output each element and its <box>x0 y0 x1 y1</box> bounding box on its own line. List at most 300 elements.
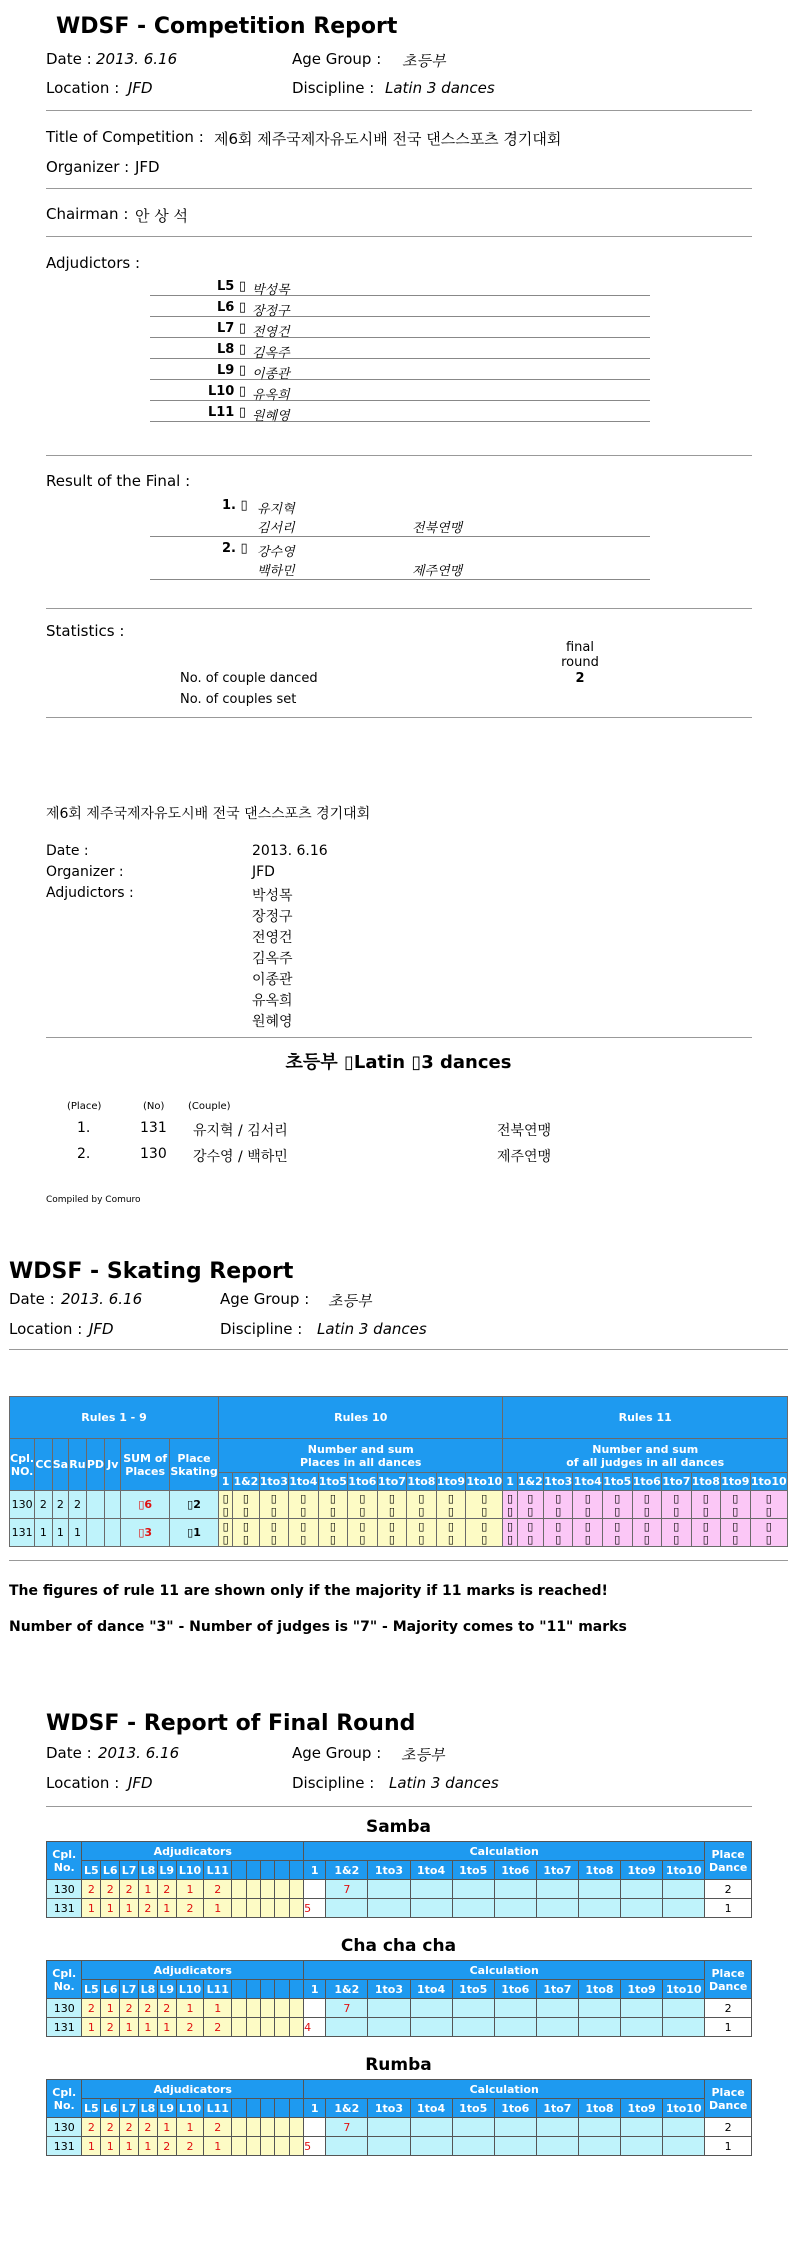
col-no-header: (No) <box>143 1101 165 1112</box>
judge-mark: 1 <box>204 1999 232 2018</box>
col-calculation: Calculation <box>304 1961 705 1980</box>
judge-mark: 1 <box>82 2018 101 2037</box>
date-value: 2013. 6.16 <box>98 1744 180 1762</box>
divider <box>46 110 752 111</box>
calc-header: 1to7 <box>536 2099 578 2118</box>
calc-value <box>410 1880 452 1899</box>
judge-header: L9 <box>157 2099 176 2118</box>
empty-mark <box>246 2118 260 2137</box>
couple-row <box>47 2137 752 2156</box>
rules-10-col-10: 1to10 <box>466 1473 503 1491</box>
summary-couple: 유지혁 / 김서리 <box>193 1123 288 1139</box>
calc-value <box>368 1899 410 1918</box>
discipline-value: Latin 3 dances <box>385 79 495 97</box>
organizer-label: Organizer : <box>46 158 130 176</box>
judge-mark: 2 <box>82 2118 101 2137</box>
judge-header: L5 <box>82 1861 101 1880</box>
adjudicator-name: 전영건 <box>252 325 290 340</box>
jv-value <box>105 1491 121 1519</box>
summary-adjudicators-label: Adjudictors : <box>46 885 134 901</box>
summary-organizer: JFD <box>252 864 275 880</box>
calc-value <box>621 1899 663 1918</box>
calc-value <box>368 2018 410 2037</box>
calc-header: 1to7 <box>536 1980 578 1999</box>
calc-value <box>663 2118 705 2137</box>
cpl-number: 131 <box>47 2018 82 2037</box>
calc-value <box>621 1999 663 2018</box>
dance-table <box>46 1960 752 2037</box>
cc-value: 2 <box>35 1491 52 1519</box>
calc-header: 1to4 <box>410 1980 452 1999</box>
result-club: 제주연맹 <box>412 564 463 579</box>
calc-header: 1to3 <box>368 1861 410 1880</box>
chairman-label: Chairman : <box>46 205 129 223</box>
rules-10-cell: ▯ ▯ <box>407 1519 437 1547</box>
judge-header: L8 <box>139 2099 158 2118</box>
rules-11-cell: ▯ ▯ <box>691 1491 721 1519</box>
judge-mark: 2 <box>139 2118 158 2137</box>
dance-table <box>46 2079 752 2156</box>
adjudicator-row <box>150 278 650 296</box>
judge-mark: 1 <box>101 2137 120 2156</box>
col-pd: PD <box>86 1439 104 1491</box>
col-adjudicators: Adjudicators <box>82 2080 304 2099</box>
calc-value <box>494 1899 536 1918</box>
calc-value <box>578 1880 620 1899</box>
rules-10-cell: ▯ ▯ <box>219 1491 233 1519</box>
judge-mark: 1 <box>204 1899 232 1918</box>
rules-11-col-8: 1to8 <box>691 1473 721 1491</box>
rules-10-cell: ▯ ▯ <box>259 1519 289 1547</box>
summary-adjudicator: 원혜영 <box>252 1014 293 1030</box>
adjudicator-name: 장정구 <box>252 304 290 319</box>
judge-header: L6 <box>101 1980 120 1999</box>
judge-mark: 2 <box>101 2118 120 2137</box>
rules-10-col-9: 1to9 <box>436 1473 466 1491</box>
age-group-label: Age Group : <box>220 1290 310 1308</box>
dance-table <box>46 1841 752 1918</box>
calc-value <box>304 1880 326 1899</box>
rules-10-cell: ▯ ▯ <box>436 1491 466 1519</box>
calc-value <box>663 1880 705 1899</box>
judge-mark: 2 <box>176 1899 204 1918</box>
adjudicator-name: 김옥주 <box>252 346 290 361</box>
jv-value <box>105 1519 121 1547</box>
judge-mark: 2 <box>120 1880 139 1899</box>
col-place-dance: Place Dance <box>705 1842 752 1880</box>
rules-10-cell: ▯ ▯ <box>289 1519 319 1547</box>
col-cpl: Cpl. No. <box>47 1961 82 1999</box>
couple-row <box>47 2118 752 2137</box>
judge-mark: 2 <box>204 2018 232 2037</box>
place-skating: ▯1 <box>170 1519 219 1547</box>
place-dance: 1 <box>705 1899 752 1918</box>
calc-value <box>536 1999 578 2018</box>
calc-value <box>536 2137 578 2156</box>
sum-of-places: ▯3 <box>121 1519 170 1547</box>
rules-11-cell: ▯ ▯ <box>721 1491 751 1519</box>
summary-club: 전북연맹 <box>497 1123 552 1139</box>
location-value: JFD <box>128 79 153 97</box>
adjudicator-name: 원혜영 <box>252 409 290 424</box>
empty-judge-header <box>232 1980 246 1999</box>
calc-value <box>452 1899 494 1918</box>
judge-mark: 2 <box>176 2018 204 2037</box>
judge-header: L7 <box>120 1980 139 1999</box>
empty-mark <box>289 1999 303 2018</box>
rules-10-col-7: 1to7 <box>377 1473 407 1491</box>
dance-title: Rumba <box>365 2055 432 2075</box>
empty-mark <box>246 1880 260 1899</box>
sa-value: 1 <box>52 1519 69 1547</box>
place-dance: 2 <box>705 1999 752 2018</box>
empty-judge-header <box>246 2099 260 2118</box>
calc-value <box>326 2018 368 2037</box>
calc-value <box>663 1899 705 1918</box>
rules-11-col-2: 1&2 <box>517 1473 543 1491</box>
empty-judge-header <box>275 2099 289 2118</box>
judge-mark: 2 <box>101 2018 120 2037</box>
divider <box>46 608 752 609</box>
judge-header: L11 <box>204 1980 232 1999</box>
cpl-number: 130 <box>47 2118 82 2137</box>
place-dance: 1 <box>705 2137 752 2156</box>
cpl-number: 131 <box>10 1519 35 1547</box>
rules-11-cell: ▯ ▯ <box>662 1491 692 1519</box>
adjudicator-row <box>150 341 650 359</box>
final-round-title: WDSF - Report of Final Round <box>46 1711 416 1736</box>
calc-value <box>452 2018 494 2037</box>
divider <box>46 1806 752 1807</box>
summary-place: 2. <box>77 1146 91 1162</box>
rules-11-subheader <box>503 1439 788 1473</box>
summary-date: 2013. 6.16 <box>252 843 328 859</box>
compiled-by: Compiled by Comuro <box>46 1195 141 1205</box>
rules-11-cell: ▯ ▯ <box>517 1519 543 1547</box>
rules-11-header: Rules 11 <box>503 1397 788 1439</box>
calc-value <box>494 2018 536 2037</box>
judge-header: L5 <box>82 2099 101 2118</box>
rules-11-col-3: 1to3 <box>543 1473 573 1491</box>
calc-value <box>536 1899 578 1918</box>
col-sa: Sa <box>52 1439 69 1491</box>
rules-11-col-4: 1to4 <box>573 1473 603 1491</box>
date-value: 2013. 6.16 <box>61 1290 143 1308</box>
calc-value: 7 <box>326 1880 368 1899</box>
judge-mark: 2 <box>139 1999 158 2018</box>
couple-row <box>47 2018 752 2037</box>
judge-header: L5 <box>82 1980 101 1999</box>
judge-mark: 1 <box>204 2137 232 2156</box>
empty-mark <box>275 1899 289 1918</box>
calc-header: 1to10 <box>663 1980 705 1999</box>
calc-value <box>663 1999 705 2018</box>
summary-adjudicator: 장정구 <box>252 909 293 925</box>
calc-value <box>494 2137 536 2156</box>
adjudicator-code: L8 ▯ <box>216 342 246 357</box>
calc-value <box>663 2018 705 2037</box>
skating-table <box>9 1396 788 1547</box>
rules-10-col-8: 1to8 <box>407 1473 437 1491</box>
judge-header: L7 <box>120 1861 139 1880</box>
summary-adjudicator: 박성목 <box>252 888 293 904</box>
judge-mark: 1 <box>157 2018 176 2037</box>
rules-10-col-6: 1to6 <box>348 1473 378 1491</box>
calc-header: 1to8 <box>578 1980 620 1999</box>
rules-11-cell: ▯ ▯ <box>517 1491 543 1519</box>
adjudicator-code: L5 ▯ <box>216 279 246 294</box>
rules-10-cell: ▯ ▯ <box>318 1491 348 1519</box>
discipline-label: Discipline : <box>220 1320 303 1338</box>
empty-judge-header <box>246 1861 260 1880</box>
calc-value <box>621 2018 663 2037</box>
judge-header: L9 <box>157 1980 176 1999</box>
rules-10-cell: ▯ ▯ <box>233 1491 259 1519</box>
empty-judge-header <box>289 2099 303 2118</box>
empty-mark <box>232 1999 246 2018</box>
adjudicator-name: 박성목 <box>252 283 290 298</box>
empty-mark <box>275 2118 289 2137</box>
rule-11-note: The figures of rule 11 are shown only if the majority if 11 marks is reached! <box>9 1583 608 1599</box>
judge-header: L10 <box>176 1980 204 1999</box>
rules-1-9-header: Rules 1 - 9 <box>10 1397 219 1439</box>
summary-title: 제6회 제주국제자유도시배 전국 댄스스포츠 경기대회 <box>46 806 371 822</box>
calc-header: 1to9 <box>621 2099 663 2118</box>
pd-value <box>86 1519 104 1547</box>
rules-11-col-7: 1to7 <box>662 1473 692 1491</box>
calc-header: 1&2 <box>326 1861 368 1880</box>
empty-mark <box>275 2018 289 2037</box>
empty-mark <box>246 1999 260 2018</box>
calc-value <box>536 2118 578 2137</box>
col-adjudicators: Adjudicators <box>82 1842 304 1861</box>
result-leader: 유지혁 <box>257 502 295 517</box>
calc-header: 1to9 <box>621 1980 663 1999</box>
calc-header: 1to3 <box>368 1980 410 1999</box>
cc-value: 1 <box>35 1519 52 1547</box>
rules-11-col-10: 1to10 <box>750 1473 787 1491</box>
cpl-number: 130 <box>47 1999 82 2018</box>
judge-mark: 2 <box>157 1999 176 2018</box>
judge-mark: 1 <box>82 1899 101 1918</box>
judge-mark: 1 <box>120 1899 139 1918</box>
empty-mark <box>260 2137 274 2156</box>
calc-header: 1to10 <box>663 1861 705 1880</box>
discipline-value: Latin 3 dances <box>389 1774 499 1792</box>
rules-10-cell: ▯ ▯ <box>466 1491 503 1519</box>
rules-10-sub-line-1: Number and sum <box>307 1442 414 1456</box>
rules-11-cell: ▯ ▯ <box>750 1519 787 1547</box>
col-place: Place Skating <box>170 1439 219 1491</box>
calc-value <box>326 1899 368 1918</box>
judge-mark: 1 <box>120 2018 139 2037</box>
rules-11-cell: ▯ ▯ <box>573 1519 603 1547</box>
adjudicator-row <box>150 383 650 401</box>
empty-mark <box>232 1880 246 1899</box>
majority-note: Number of dance "3" - Number of judges is "7" - Majority comes to "11" marks <box>9 1619 627 1635</box>
calc-header: 1to5 <box>452 2099 494 2118</box>
calc-header: 1to6 <box>494 2099 536 2118</box>
col-cpl: Cpl. NO. <box>10 1439 35 1491</box>
result-label: Result of the Final : <box>46 472 191 490</box>
empty-mark <box>232 2018 246 2037</box>
rules-10-cell: ▯ ▯ <box>318 1519 348 1547</box>
skating-report-title: WDSF - Skating Report <box>9 1259 294 1284</box>
calc-value <box>368 2137 410 2156</box>
calc-value <box>368 1880 410 1899</box>
dance-title: Cha cha cha <box>340 1936 457 1956</box>
judge-mark: 2 <box>176 2137 204 2156</box>
empty-mark <box>232 2118 246 2137</box>
empty-mark <box>275 1999 289 2018</box>
calc-header: 1to9 <box>621 1861 663 1880</box>
rules-11-col-5: 1to5 <box>603 1473 633 1491</box>
calc-header: 1 <box>304 1980 326 1999</box>
rules-11-cell: ▯ ▯ <box>503 1519 517 1547</box>
judge-header: L8 <box>139 1861 158 1880</box>
cpl-number: 130 <box>47 1880 82 1899</box>
empty-mark <box>232 2137 246 2156</box>
age-group-label: Age Group : <box>292 1744 382 1762</box>
col-place-dance: Place Dance <box>705 1961 752 1999</box>
location-label: Location : <box>46 79 120 97</box>
empty-judge-header <box>275 1861 289 1880</box>
discipline-value: Latin 3 dances <box>317 1320 427 1338</box>
calc-value <box>578 1899 620 1918</box>
result-row <box>150 497 650 537</box>
empty-mark <box>260 1999 274 2018</box>
judge-mark: 2 <box>204 1880 232 1899</box>
rules-10-cell: ▯ ▯ <box>219 1519 233 1547</box>
empty-mark <box>260 2018 274 2037</box>
calc-value <box>578 2018 620 2037</box>
adjudicator-name: 유옥희 <box>252 388 290 403</box>
title-of-competition-label: Title of Competition : <box>46 128 204 146</box>
col-cc: CC <box>35 1439 52 1491</box>
rules-11-cell: ▯ ▯ <box>543 1519 573 1547</box>
summary-couple: 강수영 / 백하민 <box>193 1149 288 1165</box>
col-couple-header: (Couple) <box>188 1101 231 1112</box>
rules-10-header: Rules 10 <box>219 1397 503 1439</box>
adjudicator-code: L10 ▯ <box>207 384 246 399</box>
rules-11-col-1: 1 <box>503 1473 517 1491</box>
col-jv: Jv <box>105 1439 121 1491</box>
divider <box>46 455 752 456</box>
empty-mark <box>289 2137 303 2156</box>
judge-mark: 1 <box>176 1880 204 1899</box>
judge-header: L8 <box>139 1980 158 1999</box>
couple-row <box>47 1899 752 1918</box>
pd-value <box>86 1491 104 1519</box>
empty-mark <box>260 1899 274 1918</box>
col-ru: Ru <box>69 1439 87 1491</box>
rules-10-subheader <box>219 1439 503 1473</box>
place-skating: ▯2 <box>170 1491 219 1519</box>
age-group-value: 초등부 <box>328 1292 372 1310</box>
judge-mark: 2 <box>82 1999 101 2018</box>
cpl-number: 131 <box>47 1899 82 1918</box>
calc-header: 1to8 <box>578 1861 620 1880</box>
calc-value <box>621 1880 663 1899</box>
rules-11-cell: ▯ ▯ <box>573 1491 603 1519</box>
judge-mark: 1 <box>176 2118 204 2137</box>
calc-value <box>494 2118 536 2137</box>
couples-danced-value: 2 <box>575 671 585 686</box>
col-calculation: Calculation <box>304 1842 705 1861</box>
calc-value <box>621 2137 663 2156</box>
divider <box>46 1037 752 1038</box>
date-value: 2013. 6.16 <box>96 50 178 68</box>
calc-header: 1to6 <box>494 1980 536 1999</box>
calc-value <box>536 2018 578 2037</box>
empty-judge-header <box>232 2099 246 2118</box>
col-cpl: Cpl. No. <box>47 2080 82 2118</box>
col-place-header: (Place) <box>67 1101 102 1112</box>
summary-adjudicator: 김옥주 <box>252 951 293 967</box>
date-label: Date : <box>46 50 92 68</box>
cpl-number: 131 <box>47 2137 82 2156</box>
summary-adjudicator: 이종관 <box>252 972 293 988</box>
empty-judge-header <box>246 1980 260 1999</box>
calc-value <box>410 1999 452 2018</box>
calc-header: 1to10 <box>663 2099 705 2118</box>
empty-mark <box>260 1880 274 1899</box>
calc-header: 1to5 <box>452 1861 494 1880</box>
place-dance: 2 <box>705 2118 752 2137</box>
date-label: Date : <box>46 1744 92 1762</box>
calc-value: 5 <box>304 1899 326 1918</box>
calc-header: 1to6 <box>494 1861 536 1880</box>
summary-place: 1. <box>77 1120 91 1136</box>
rules-11-col-9: 1to9 <box>721 1473 751 1491</box>
calc-value <box>494 1880 536 1899</box>
rules-11-col-6: 1to6 <box>632 1473 662 1491</box>
title-of-competition-value: 제6회 제주국제자유도시배 전국 댄스스포츠 경기대회 <box>214 130 562 148</box>
calc-value <box>410 2018 452 2037</box>
rules-11-cell: ▯ ▯ <box>632 1519 662 1547</box>
rules-11-cell: ▯ ▯ <box>662 1519 692 1547</box>
adjudicators-label: Adjudictors : <box>46 254 140 272</box>
summary-adjudicator: 유옥희 <box>252 993 293 1009</box>
judge-mark: 2 <box>82 1880 101 1899</box>
sum-of-places: ▯6 <box>121 1491 170 1519</box>
judge-mark: 1 <box>120 2137 139 2156</box>
judge-mark: 2 <box>101 1880 120 1899</box>
empty-judge-header <box>289 1861 303 1880</box>
rules-10-cell: ▯ ▯ <box>233 1519 259 1547</box>
rules-11-cell: ▯ ▯ <box>691 1519 721 1547</box>
location-label: Location : <box>9 1320 83 1338</box>
empty-judge-header <box>275 1980 289 1999</box>
rules-10-cell: ▯ ▯ <box>436 1519 466 1547</box>
judge-header: L10 <box>176 1861 204 1880</box>
calc-value <box>410 2118 452 2137</box>
judge-header: L10 <box>176 2099 204 2118</box>
adjudicator-code: L6 ▯ <box>216 300 246 315</box>
col-place-dance: Place Dance <box>705 2080 752 2118</box>
calc-value: 7 <box>326 2118 368 2137</box>
calc-value: 7 <box>326 1999 368 2018</box>
calc-header: 1 <box>304 2099 326 2118</box>
final-round-header-1: final <box>565 640 594 655</box>
calc-value <box>536 1880 578 1899</box>
rules-10-sub-line-2: Places in all dances <box>299 1455 422 1469</box>
rules-11-cell: ▯ ▯ <box>603 1519 633 1547</box>
judge-header: L6 <box>101 1861 120 1880</box>
empty-judge-header <box>232 1861 246 1880</box>
adjudicator-code: L9 ▯ <box>216 363 246 378</box>
judge-mark: 1 <box>157 2118 176 2137</box>
